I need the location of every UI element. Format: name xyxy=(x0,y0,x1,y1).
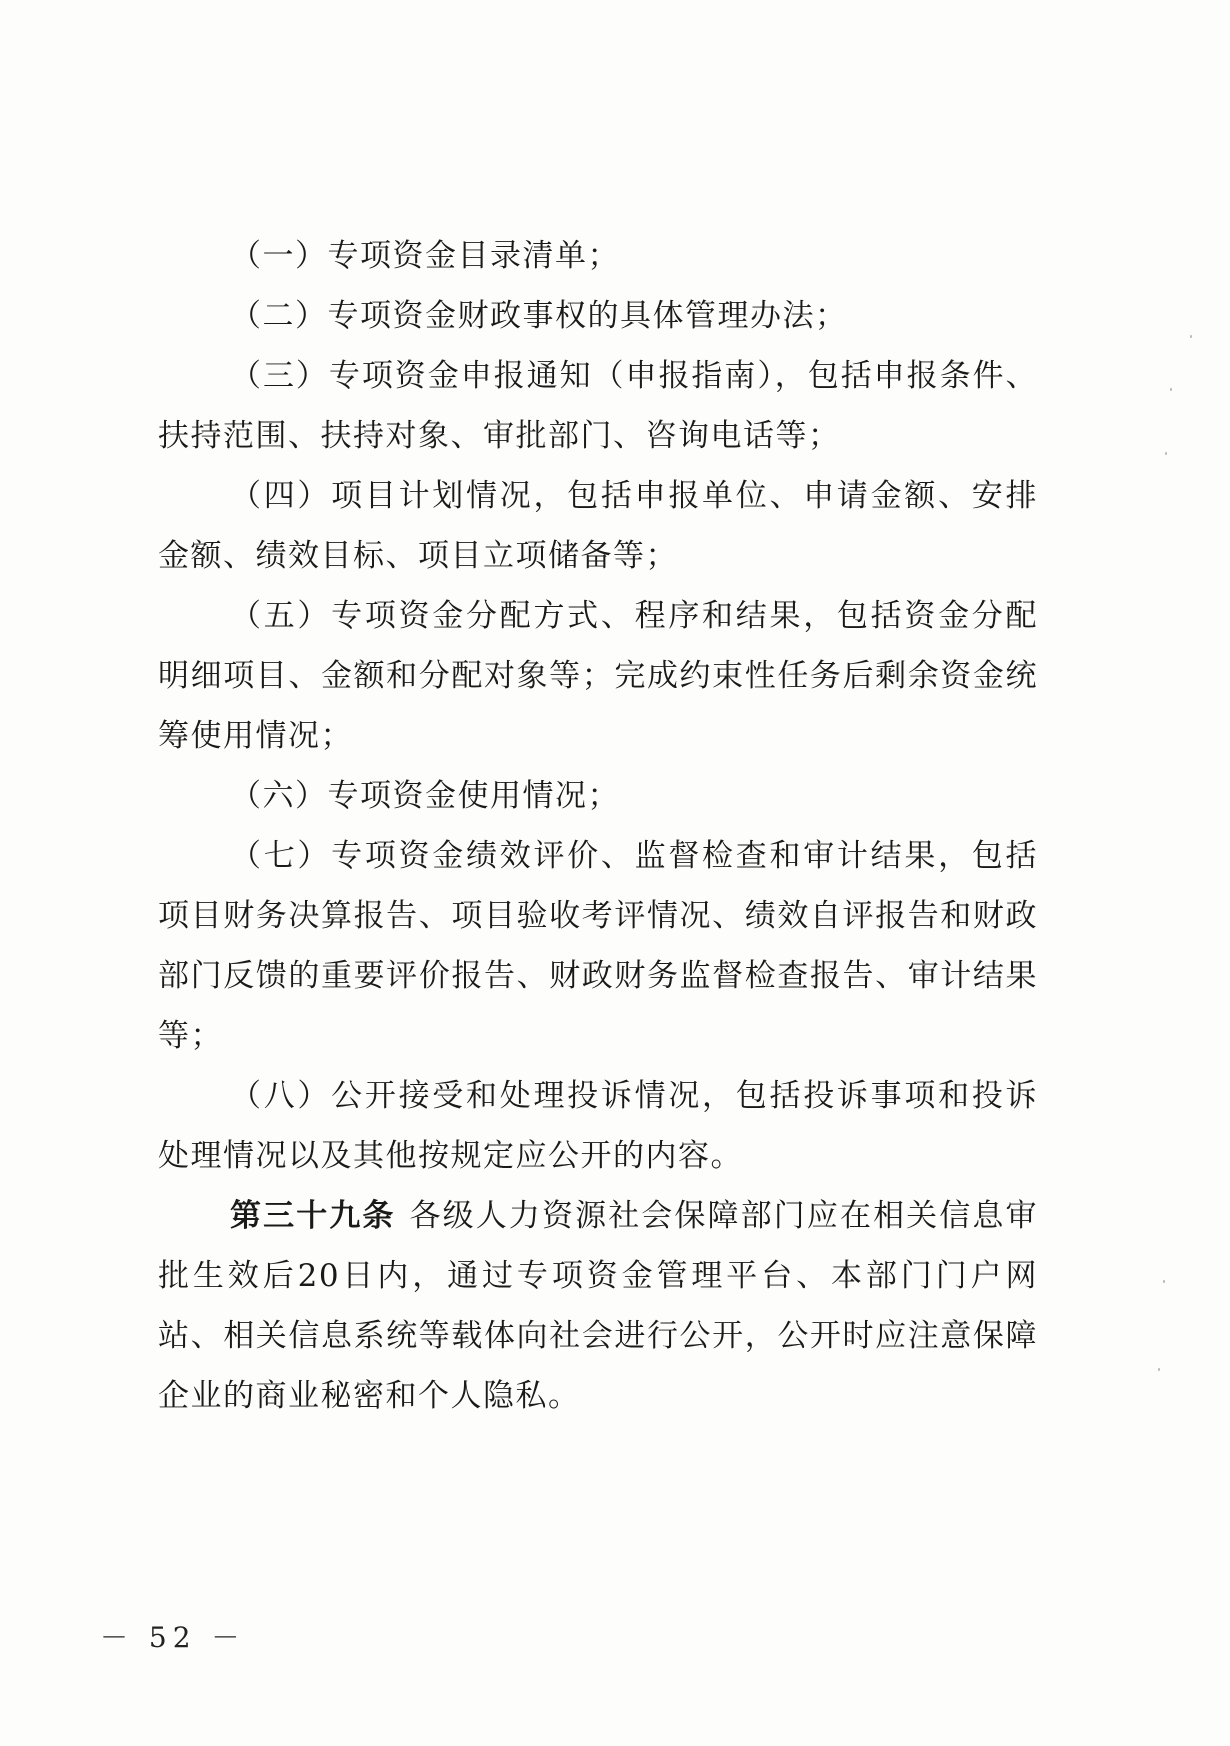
page-number: － 52 － xyxy=(100,1621,246,1654)
list-item: （三）专项资金申报通知（申报指南），包括申报条件、扶持范围、扶持对象、审批部门、咨询电话等； xyxy=(158,358,1038,454)
list-item: （一）专项资金目录清单； xyxy=(230,238,620,274)
article-text: 各级人力资源社会保障部门应在相关信息审批生效后20日内，通过专项资金管理平台、本部门门户网站、相关信息系统等载体向社会进行公开，公开时应注意保障企业的商业秘密和个人隐私。 xyxy=(158,1198,1039,1414)
list-item: （七）专项资金绩效评价、监督检查和审计结果，包括项目财务决算报告、项目验收考评情况、绩效自评报告和财政部门反馈的重要评价报告、财政财务监督检查报告、审计结果等； xyxy=(158,838,1038,1054)
scan-speck xyxy=(1170,388,1172,391)
list-item: （二）专项资金财政事权的具体管理办法； xyxy=(230,298,848,334)
list-item: （四）项目计划情况，包括申报单位、申请金额、安排金额、绩效目标、项目立项储备等； xyxy=(158,478,1038,574)
document-body xyxy=(158,226,1038,1426)
list-item: （八）公开接受和处理投诉情况，包括投诉事项和投诉处理情况以及其他按规定应公开的内容。 xyxy=(158,1078,1038,1174)
list-item: （五）专项资金分配方式、程序和结果，包括资金分配明细项目、金额和分配对象等；完成约束性任务后剩余资金统筹使用情况； xyxy=(158,598,1038,754)
article-39 xyxy=(158,1186,1038,1426)
list-item: （六）专项资金使用情况； xyxy=(230,778,620,814)
scan-speck xyxy=(1163,1280,1165,1283)
scan-speck xyxy=(1165,452,1167,455)
scan-speck xyxy=(1190,335,1192,338)
scan-speck xyxy=(1158,1368,1160,1371)
article-heading: 第三十九条 xyxy=(230,1198,396,1234)
